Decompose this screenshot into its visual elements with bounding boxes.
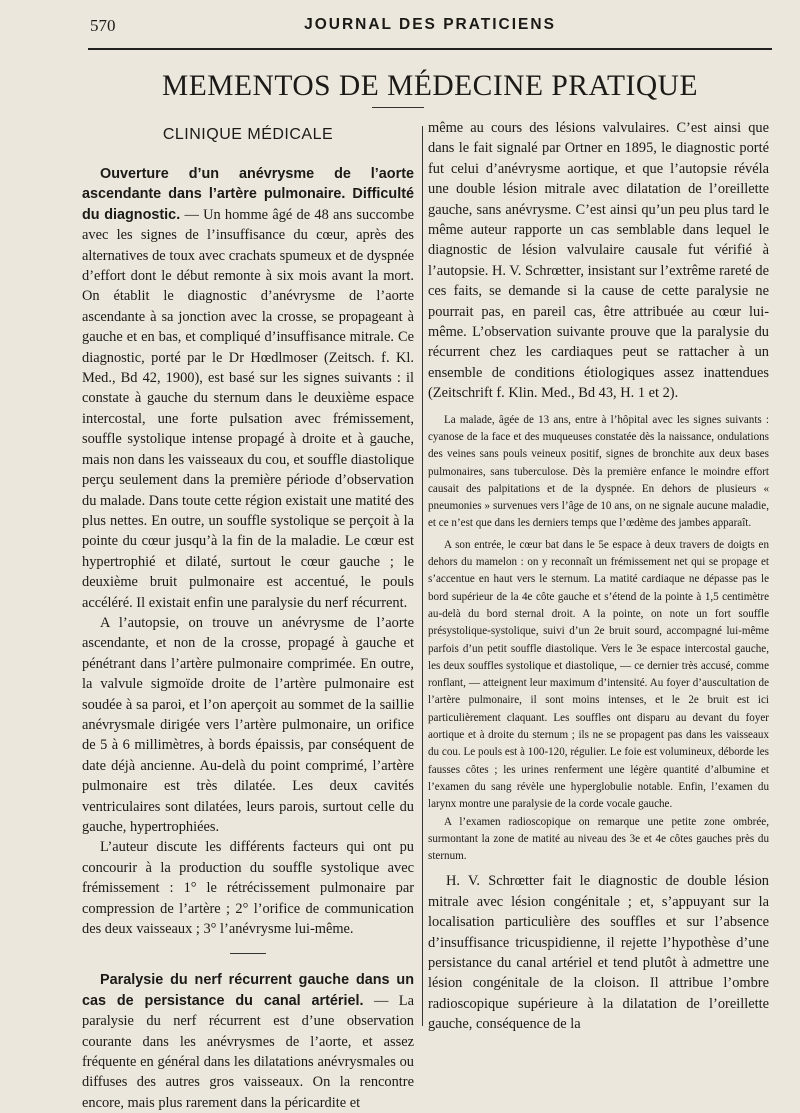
section-heading: CLINIQUE MÉDICALE <box>162 126 334 143</box>
right-column <box>428 118 769 1035</box>
article-paragraph: L’auteur discute les différents facteurs qui ont pu concourir à la production du souffle systolique avec frémissement : 1° le rétrécissement pulmonaire par compression de l’artère ; 2° l’orifice de communication des deux vaisseaux ; 3° l’anévrysme lui-même. <box>82 839 414 938</box>
running-head <box>90 16 770 42</box>
page-number: 570 <box>90 16 116 35</box>
article-paragraph <box>82 970 414 1113</box>
article-title: Paralysie du nerf récurrent gauche dans un cas de persistance du canal artériel. <box>82 972 414 1009</box>
article-paragraph: A l’autopsie, on trouve un anévrysme de l’aorte ascendante, et non de la crosse, propagé à gauche et pénétrant dans l’artère pulmonaire comprimée. En outre, la valvule sigmoïde droite de l’artère pulmonaire est soudée à sa paroi, et l’on aperçoit au sommet de la saillie anévrysmale dirigée vers l’artère pulmonaire, un orifice de 5 à 6 millimètres, à bords épaissis, par conséquent de date déjà ancienne. Au-delà du point comprimé, l’artère pulmonaire est très dilatée. Les deux cavités ventriculaires sont dilatées, leurs parois, surtout celle du gauche, hypertrophiées. <box>82 614 414 835</box>
journal-title: JOURNAL DES PRATICIENS <box>304 16 556 33</box>
case-paragraph: La malade, âgée de 13 ans, entre à l’hôpital avec les signes suivants : cyanose de la face et des muqueuses constatée dès la naissance, ondulations des veines sans pouls veineux positif, signes de bronchite aux deux bases pulmonaires, sans tuberculose. Dès la première enfance le moindre effort causait des palpitations et de la dyspnée. En dehors de plusieurs « pneumonies » survenues vers l’âge de 10 ans, on ne signale aucune maladie, et ce n’est que dans les derniers temps que l’œdème des jambes apparaît. <box>428 413 769 530</box>
section-title: MEMENTOS DE MÉDECINE PRATIQUE <box>162 70 698 102</box>
article-title: Ouverture d’un anévrysme de l’aorte ascendante dans l’artère pulmonaire. Difficulté du diagnostic. <box>82 166 414 223</box>
column-divider <box>422 126 423 1026</box>
article-text: — La paralysie du nerf récurrent est d’une observation courante dans les anévrysmes de l’aorte, et assez fréquente en général dans les dilatations anévrysmales ou diffuses des autres gros vaisseaux. On la rencontre encore, mais plus rarement dans la péricardite et <box>82 992 414 1111</box>
article-paragraph <box>82 164 414 613</box>
case-report <box>428 412 769 866</box>
left-column <box>82 118 414 1113</box>
article-text: — Un homme âgé de 48 ans succombe avec les signes de l’insuffisance du cœur, après des alternatives de toux avec crachats spumeux et de dyspnée d’effort dont le début remonte à six mois avant la mort. On établit le diagnostic d’anévrysme de l’aorte ascendante à sa jonction avec la crosse, se propageant à gauche et en bas, et compliqué d’insuffisance mitrale. Ce diagnostic, porté par le Dr Hœdlmoser (Zeitsch. f. Kl. Med., Bd 42, 1900), est basé sur les signes suivants : il constate à gauche du sternum dans le deuxième espace intercostal, une forte pulsation avec frémissement, souffle systolique intense propagé à droite et à gauche, mais non dans les vaisseaux du cou, et souffle diastolique perçu seulement dans la première période d’observation du malade. Dans toute cette région existait une matité des plus nettes. En outre, un souffle systolique se perçoit à la pointe du cœur jusqu’à la fin de la maladie. Le cœur est hypertrophié et dilaté, surtout le cœur gauche ; le deuxième bruit pulmonaire est accentué, le pouls accéléré. Il existait enfin une paralysie du nerf récurrent. <box>82 206 414 611</box>
header-rule <box>88 48 772 50</box>
case-paragraph: A son entrée, le cœur bat dans le 5e espace à deux travers de doigts en dehors du mamelon : on y reconnaît un frémissement net qui se propage et s’accentue en haut vers le sternum. La matité cardiaque ne dépasse pas le bord supérieur de la 4e côte gauche et s’étend de la pointe à 1,5 centimètre au-delà du bord sternal droit. A la pointe, on note un fort souffle présystolique-systolique, suivi d’un 2e bruit sourd, accompagné lui-même parfois d’un petit souffle diastolique. Vers le 3e espace intercostal gauche, les deux souffles systolique et diastolique, — ce dernier très accusé, comme ronflant, — atteignent leur maximum d’intensité. Au foyer d’auscultation de l’artère pulmonaire, il sont moins intenses, et le 2e bruit est ici particulièrement claquant. Les souffles ont disparu au devant du foyer aortique et à droite du sternum ; ils ne se propagent pas dans les vaisseaux du cou. Le pouls est à 100-120, régulier. Le foie est volumineux, déborde les fausses côtes ; les urines renferment une légère quantité d’albumine et l’examen du sang révèle une hyperglobulie notable. Enfin, l’examen du larynx montre une paralysie de la corde vocale gauche. <box>428 538 769 811</box>
article-paragraph: H. V. Schrœtter fait le diagnostic de double lésion mitrale avec lésion congénitale ; et, s’appuyant sur la localisation particulière des souffles et sur l’absence d’insuffisance tricuspidienne, il rejette l’hypothèse d’une persistance du canal artériel et tend plutôt à admettre une lésion congénitale de la cloison. Il attribue l’ombre radioscopique supérieure à la dilatation de l’oreillette gauche, conséquence de la <box>428 873 769 1033</box>
article-paragraph: même au cours des lésions valvulaires. C’est ainsi que dans le fait signalé par Ortner en 1895, le diagnostic porté fut celui d’anévrysme aortique, et que l’autopsie révéla une double lésion mitrale avec dilatation de l’oreillette gauche, sans anévrysme. C’est ainsi qu’un peu plus tard le même auteur rapporte un cas semblable dans lequel le diagnostic de lésion valvulaire causale fut vérifié à l’autopsie. H. V. Schrœtter, insistant sur l’extrême rareté de ces faits, se demande si la cause de cette paralysie ne pourrait pas, en pareil cas, être attribuée au cœur lui-même. L’observation suivante prouve que la paralysie du récurrent chez les cardiaques peut se rattacher à un ensemble de conditions étiologiques assez inattendues (Zeitschrift f. Klin. Med., Bd 43, H. 1 et 2). <box>428 120 769 402</box>
title-rule <box>372 107 424 108</box>
case-paragraph: A l’examen radioscopique on remarque une petite zone ombrée, surmontant la zone de matité au niveau des 3e et 4e côtes gauches près du sternum. <box>428 815 769 863</box>
article-separator <box>230 953 266 954</box>
